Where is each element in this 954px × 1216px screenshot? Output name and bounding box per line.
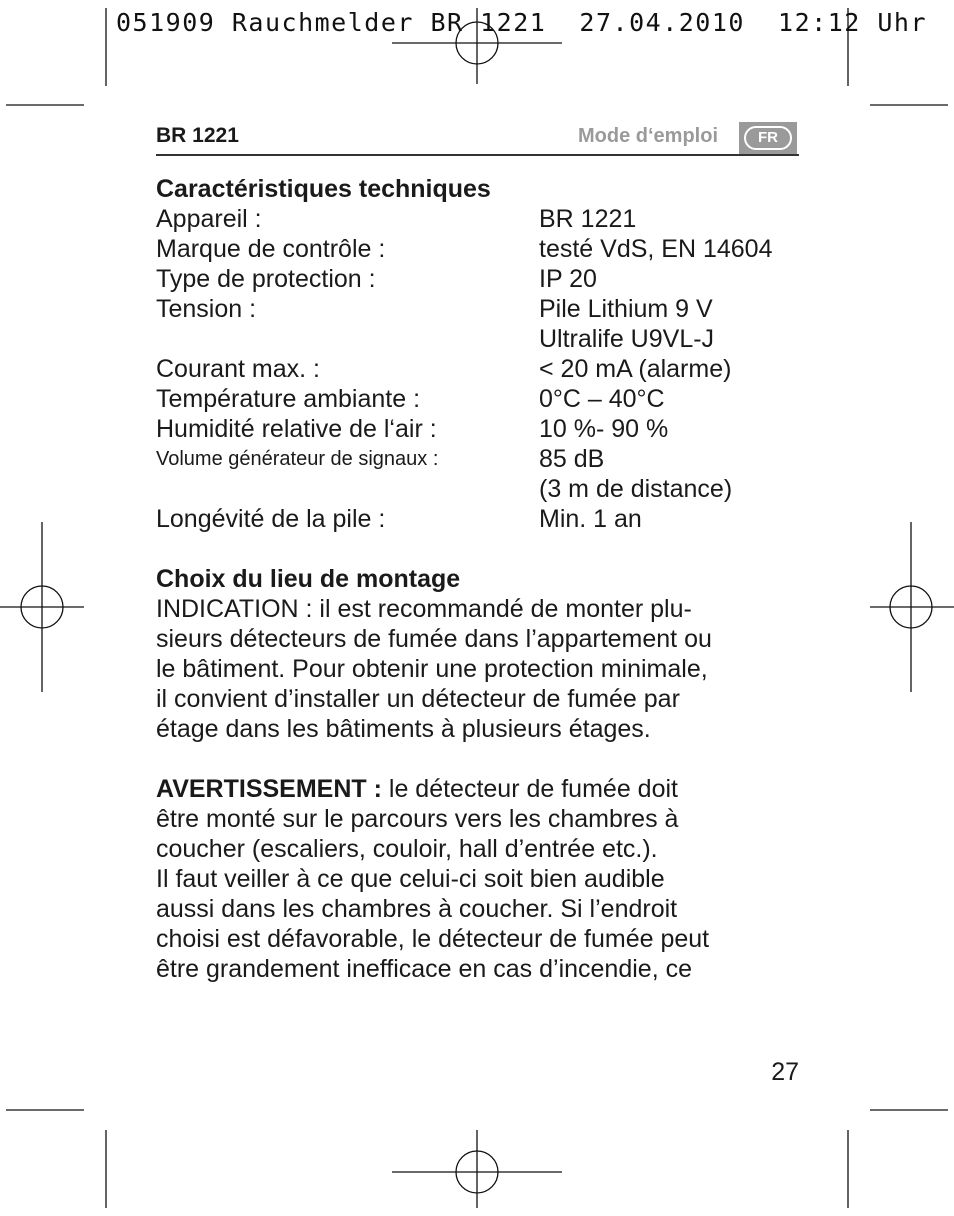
mounting-heading: Choix du lieu de montage: [156, 565, 461, 593]
paragraph-line: coucher (escaliers, couloir, hall d’entrée etc.).: [156, 835, 658, 863]
spec-row: [156, 264, 806, 294]
language-code: FR: [744, 126, 792, 150]
specs-table: [156, 204, 806, 534]
paragraph-line: être grandement inefficace en cas d’incendie, ce: [156, 955, 692, 983]
spec-key: Appareil :: [156, 205, 262, 233]
registration-mark-bottom: [392, 1130, 562, 1208]
spec-row: [156, 354, 806, 384]
header-model: BR 1221: [156, 124, 239, 147]
spec-row: [156, 444, 806, 474]
paragraph-line: être monté sur le parcours vers les chambres à: [156, 805, 679, 833]
page-number: 27: [771, 1058, 799, 1086]
spec-key: Longévité de la pile :: [156, 505, 386, 533]
spec-value: Min. 1 an: [539, 505, 642, 533]
specs-heading: Caractéristiques techniques: [156, 175, 491, 203]
paragraph-line: le bâtiment. Pour obtenir une protection minimale,: [156, 655, 708, 683]
paragraph-line: INDICATION : il est recommandé de monter plu-: [156, 595, 692, 623]
paragraph-line: choisi est défavorable, le détecteur de fumée peut: [156, 925, 710, 953]
spec-key: Température ambiante :: [156, 385, 421, 413]
spec-value: 85 dB: [539, 445, 605, 473]
spec-value: 0°C – 40°C: [539, 385, 665, 413]
spec-row: [156, 234, 806, 264]
header-rule: [156, 154, 799, 156]
spec-value: testé VdS, EN 14604: [539, 235, 773, 263]
paragraph-line: sieurs détecteurs de fumée dans l’appartement ou: [156, 625, 712, 653]
page-content: [156, 174, 806, 984]
spec-value: BR 1221: [539, 205, 637, 233]
mounting-paragraph: [156, 594, 806, 744]
warning-first-line: le détecteur de fumée doit: [381, 775, 678, 803]
spec-row: [156, 414, 806, 444]
registration-mark-left: [0, 522, 84, 692]
header-mode-title: Mode d‘emploi: [578, 125, 718, 147]
spec-key: Humidité relative de l‘air :: [156, 415, 437, 443]
paragraph-line: il convient d’installer un détecteur de fumée par: [156, 685, 680, 713]
spec-key: Courant max. :: [156, 355, 320, 383]
spec-row: [156, 294, 806, 324]
spec-value: (3 m de distance): [539, 475, 733, 503]
spec-row: [156, 474, 806, 504]
spec-value: Pile Lithium 9 V: [539, 295, 713, 323]
warning-paragraph: [156, 774, 806, 984]
spec-row: [156, 384, 806, 414]
spec-value: < 20 mA (alarme): [539, 355, 732, 383]
spec-row: [156, 324, 806, 354]
spec-value: IP 20: [539, 265, 597, 293]
print-slug: 051909 Rauchmelder BR 1221 27.04.2010 12:12 Uhr: [116, 8, 928, 37]
paragraph-line: aussi dans les chambres à coucher. Si l’endroit: [156, 895, 678, 923]
paragraph-line: étage dans les bâtiments à plusieurs étages.: [156, 715, 651, 743]
spec-row: [156, 204, 806, 234]
paragraph-line: [156, 774, 806, 804]
spec-key: Marque de contrôle :: [156, 235, 386, 263]
spec-key: Type de protection :: [156, 265, 376, 293]
language-badge: [739, 122, 797, 154]
spec-key: Tension :: [156, 295, 257, 323]
warning-label: AVERTISSEMENT :: [156, 775, 382, 803]
spec-value: 10 %- 90 %: [539, 415, 669, 443]
paragraph-line: Il faut veiller à ce que celui-ci soit bien audible: [156, 865, 665, 893]
registration-mark-top: [392, 8, 562, 84]
spec-row: [156, 504, 806, 534]
registration-mark-right: [870, 522, 954, 692]
spec-value: Ultralife U9VL-J: [539, 325, 715, 353]
spec-key: Volume générateur de signaux :: [156, 448, 439, 470]
